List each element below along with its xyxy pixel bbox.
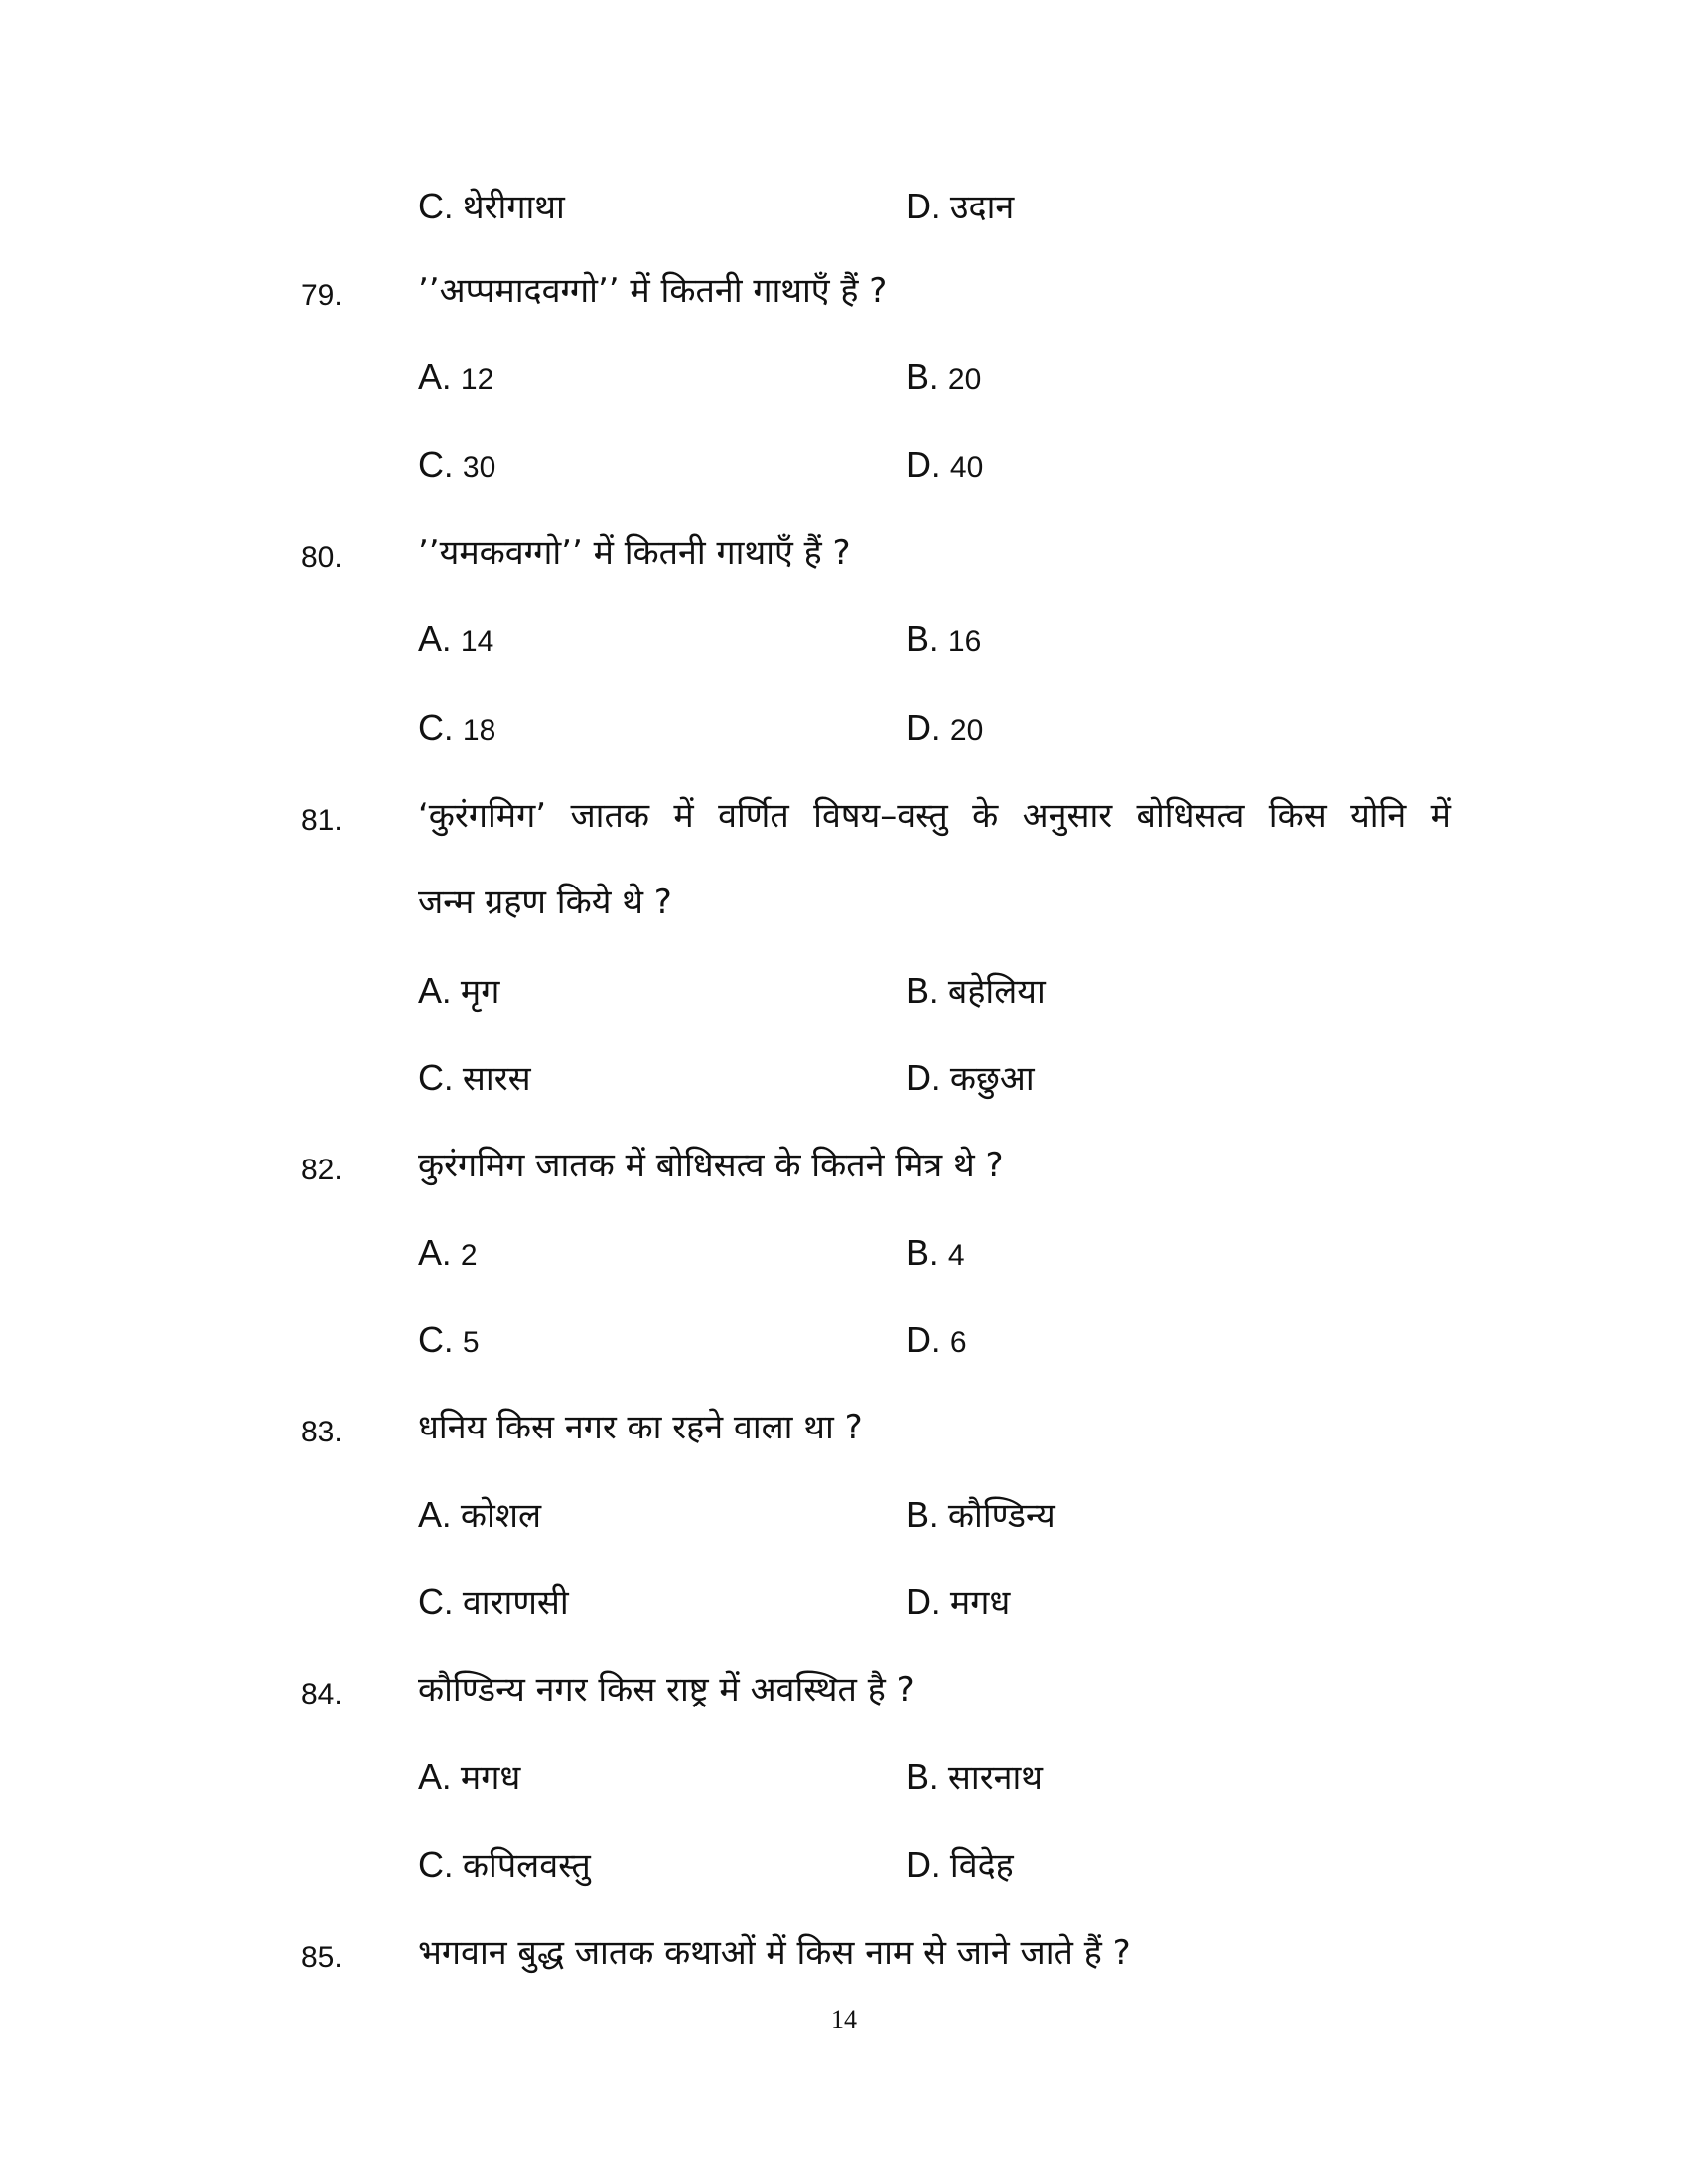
- option-d: D. कछुआ: [906, 1057, 1035, 1099]
- option-b: B. 16: [906, 618, 982, 659]
- option-b: B. सारनाथ: [906, 1756, 1044, 1798]
- option-d: D. 20: [906, 707, 984, 748]
- option-d: D. मगध: [906, 1581, 1011, 1623]
- question-text: कौण्डिन्य नगर किस राष्ट्र में अवस्थित है ?: [418, 1670, 914, 1709]
- option-c: C. 5: [418, 1319, 480, 1360]
- option-b: B. 4: [906, 1232, 965, 1273]
- option-d: D. 40: [906, 444, 984, 484]
- option-c: C. कपिलवस्तु: [418, 1844, 591, 1886]
- question-number: 85.: [301, 1941, 343, 1974]
- question-number: 82.: [301, 1154, 343, 1186]
- question-text: कुरंगमिग जातक में बोधिसत्व के कितने मित्र थे ?: [418, 1146, 1004, 1185]
- option-b: B. बहेलिया: [906, 970, 1046, 1012]
- question-number: 79.: [301, 279, 343, 312]
- question-text: धनिय किस नगर का रहने वाला था ?: [418, 1408, 863, 1447]
- page-number: 14: [831, 2005, 857, 2034]
- question-number: 84.: [301, 1678, 343, 1710]
- question-number: 80.: [301, 541, 343, 574]
- question-number: 83.: [301, 1416, 343, 1448]
- option-d: D. 6: [906, 1319, 967, 1360]
- question-number: 81.: [301, 804, 343, 837]
- option-b: B. 20: [906, 356, 982, 397]
- option-d: D. विदेह: [906, 1844, 1014, 1886]
- question-text: भगवान बुद्ध जातक कथाओं में किस नाम से जाने जाते हैं ?: [418, 1933, 1131, 1973]
- option-a: A. 2: [418, 1232, 478, 1273]
- option-c: C. वाराणसी: [418, 1581, 569, 1623]
- question-text-line-2: जन्म ग्रहण किये थे ?: [418, 883, 672, 922]
- option-c: C. 18: [418, 707, 496, 748]
- question-text-line-1: ‘कुरंगमिग’ जातक में वर्णित विषय–वस्तु के अनुसार बोधिसत्व किस योनि में: [418, 796, 1451, 836]
- option-b: B. कौण्डिन्य: [906, 1494, 1055, 1536]
- option-c: C. सारस: [418, 1057, 531, 1099]
- option-c: C. थेरीगाथा: [418, 186, 565, 227]
- question-text: ’’अप्पमादवग्गो’’ में कितनी गाथाएँ हैं ?: [418, 271, 888, 311]
- question-text: ’’यमकवग्गो’’ में कितनी गाथाएँ हैं ?: [418, 533, 851, 573]
- option-d: D. उदान: [906, 186, 1015, 227]
- option-a: A. 14: [418, 618, 494, 659]
- option-a: A. 12: [418, 356, 494, 397]
- option-a: A. मृग: [418, 970, 500, 1012]
- option-a: A. मगध: [418, 1756, 521, 1798]
- option-a: A. कोशल: [418, 1494, 542, 1536]
- option-c: C. 30: [418, 444, 496, 484]
